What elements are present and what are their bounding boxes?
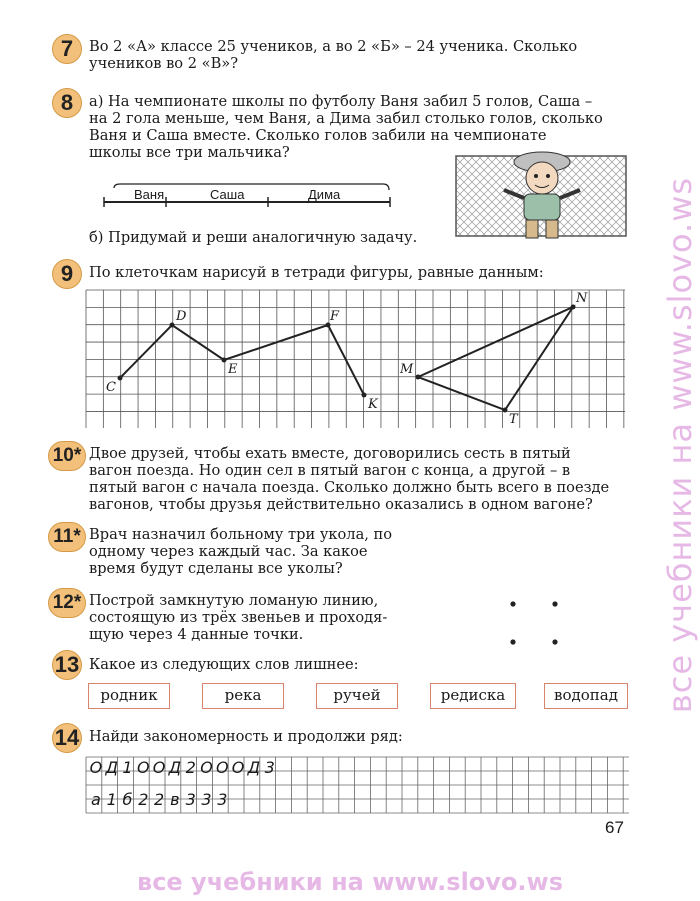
- problem-8-part-b: б) Придумай и реши аналогичную задачу.: [89, 229, 418, 246]
- sequence-symbol: 3: [201, 790, 212, 809]
- problem-10-line-2: вагон поезда. Но один сел в пятый вагон с конца, а другой – в: [89, 462, 571, 479]
- problem-10-line-3: пятый вагон с начала поезда. Сколько должно быть всего в поезде: [89, 479, 610, 496]
- problem-8-line-1: а) На чемпионате школы по футболу Ваня забил 5 голов, Саша –: [89, 93, 593, 110]
- problem-8-number: 8: [52, 88, 82, 118]
- point-label-n: N: [576, 291, 588, 306]
- problem-10-number: 10*: [48, 441, 86, 471]
- sequence-symbol: в: [170, 790, 180, 809]
- problem-11-line-3: время будут сделаны все уколы?: [89, 560, 343, 577]
- problem-14-number: 14: [52, 723, 82, 753]
- segment-label-sasha: Саша: [210, 187, 245, 202]
- problem-7-line-2: учеников во 2 «В»?: [89, 55, 239, 72]
- problem-12-line-2: состоящую из трёх звеньев и проходя-: [89, 609, 388, 626]
- point-label-k: K: [368, 397, 378, 412]
- problem-10-line-1: Двое друзей, чтобы ехать вместе, договорились сесть в пятый: [89, 445, 571, 462]
- problem-11-line-2: одному через каждый час. За какое: [89, 543, 368, 560]
- problem-10-line-4: вагонов, чтобы друзья действительно оказались в одном вагоне?: [89, 496, 593, 513]
- point-label-t: T: [509, 412, 518, 427]
- watermark-side-text: все учебники на www.slovo.ws: [661, 176, 699, 714]
- sequence-symbol: О: [215, 758, 229, 777]
- problem-9-text: По клеточкам нарисуй в тетради фигуры, равные данным:: [89, 264, 544, 281]
- problem-11-number: 11*: [48, 522, 86, 552]
- problem-12-number: 12*: [48, 588, 86, 618]
- sequence-symbol: О: [136, 758, 150, 777]
- problem-13-text: Какое из следующих слов лишнее:: [89, 656, 359, 673]
- sequence-symbol: О: [152, 758, 166, 777]
- problem-7-number: 7: [52, 34, 82, 64]
- word-box-vodopad: водопад: [544, 683, 628, 709]
- sequence-symbol: 3: [264, 758, 275, 777]
- problem-14-text: Найди закономерность и продолжи ряд:: [89, 728, 403, 745]
- problem-9-number: 9: [52, 259, 82, 289]
- sequence-symbol: 2: [153, 790, 165, 809]
- problem-8-line-2: на 2 гола меньше, чем Ваня, а Дима забил столько голов, сколько: [89, 110, 603, 127]
- problem-8-line-4: школы все три мальчика?: [89, 144, 290, 161]
- word-box-ruchey: ручей: [316, 683, 398, 709]
- sequence-symbol: 3: [185, 790, 196, 809]
- sequence-symbol: Д: [168, 758, 182, 777]
- sequence-symbol: 3: [217, 790, 228, 809]
- segment-label-vanya: Ваня: [134, 187, 165, 202]
- point-label-e: E: [228, 362, 238, 377]
- sequence-symbol: Д: [247, 758, 261, 777]
- word-box-rediska: редиска: [430, 683, 516, 709]
- segment-label-dima: Дима: [308, 187, 341, 202]
- problem-7-line-1: Во 2 «А» классе 25 учеников, а во 2 «Б» – 24 ученика. Сколько: [89, 38, 578, 55]
- sequence-symbol: О: [89, 758, 103, 777]
- sequence-symbol: О: [231, 758, 245, 777]
- sequence-symbol: Д: [105, 758, 118, 777]
- sequence-symbol: 2: [138, 790, 149, 809]
- page-number: 67: [605, 818, 624, 837]
- sequence-symbol: 1: [122, 758, 133, 777]
- sequence-symbol: 2: [185, 758, 196, 777]
- problem-12-line-3: щую через 4 данные точки.: [89, 626, 304, 643]
- point-label-d: D: [176, 309, 187, 324]
- problem-11-line-1: Врач назначил больному три укола, по: [89, 526, 393, 543]
- problem-12-line-1: Построй замкнутую ломаную линию,: [89, 592, 379, 609]
- problem-8-line-3: Ваня и Саша вместе. Сколько голов забили на чемпионате: [89, 127, 547, 144]
- word-box-rodnik: родник: [88, 683, 170, 709]
- point-label-c: C: [106, 380, 116, 395]
- problem-13-number: 13: [52, 650, 82, 680]
- sequence-symbol: 1: [106, 790, 117, 809]
- point-label-f: F: [330, 309, 340, 324]
- sequence-symbol: О: [200, 758, 213, 777]
- sequence-symbol: а: [90, 790, 101, 809]
- word-box-reka: река: [202, 683, 284, 709]
- point-label-m: M: [400, 362, 414, 377]
- watermark-bottom: все учебники на www.slovo.ws: [137, 868, 563, 896]
- watermark-side: [660, 120, 700, 770]
- sequence-symbol: б: [122, 790, 133, 809]
